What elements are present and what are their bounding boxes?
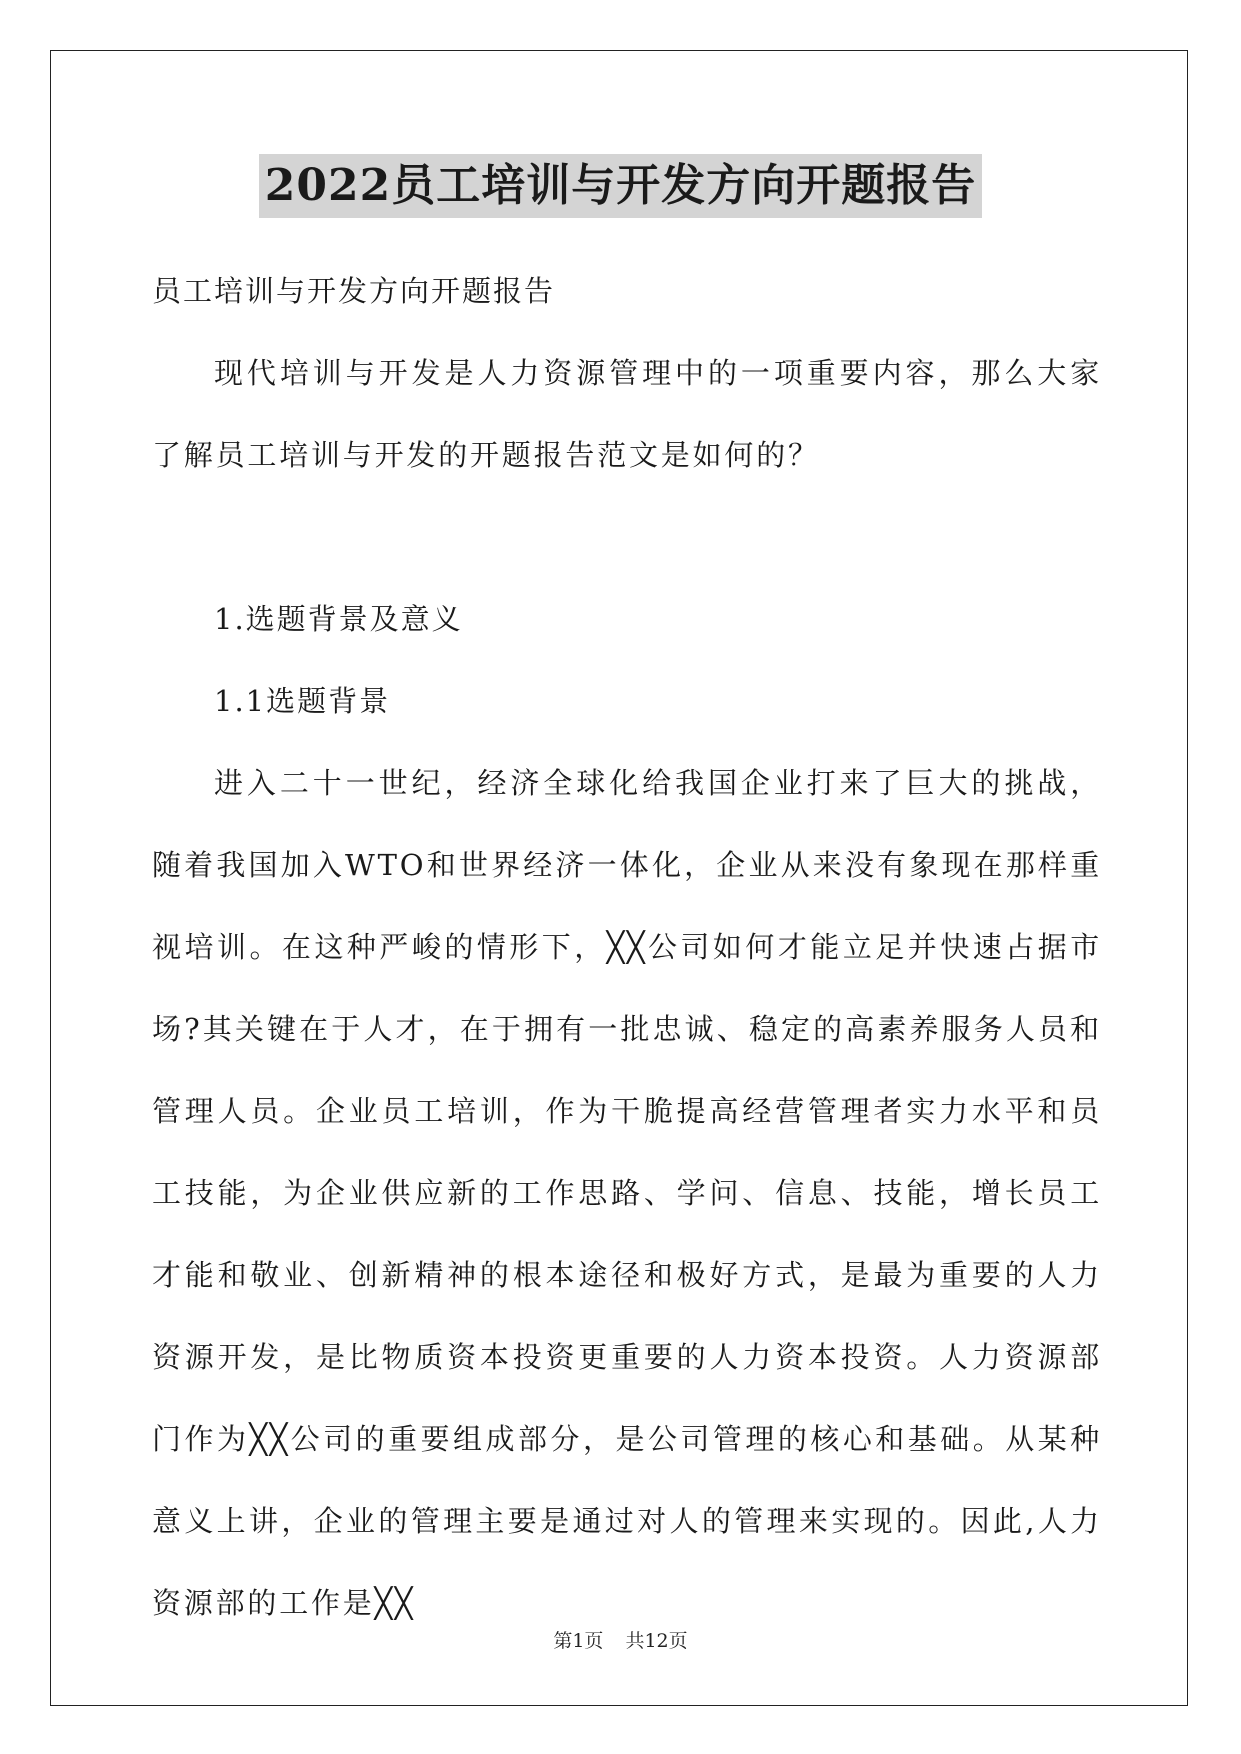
document-title: 2022员工培训与开发方向开题报告 xyxy=(259,154,982,218)
blank-line xyxy=(152,496,1102,578)
title-wrapper xyxy=(0,154,1241,218)
section-heading: 1.选题背景及意义 xyxy=(214,602,463,636)
body-paragraph: 进入二十一世纪，经济全球化给我国企业打来了巨大的挑战，随着我国加入WTO和世界经济一体化，企业从来没有象现在那样重视培训。在这种严峻的情形下，╳╳公司如何才能立足并快速占据市场?其关键在于人才，在于拥有一批忠诚、稳定的高素养服务人员和管理人员。企业员工培训，作为干脆提高经营管理者实力水平和员工技能，为企业供应新的工作思路、学问、信息、技能，增长员工才能和敬业、创新精神的根本途径和极好方式，是最为重要的人力资源开发，是比物质资本投资更重要的人力资本投资。人力资源部门作为╳╳公司的重要组成部分，是公司管理的核心和基础。从某种意义上讲，企业的管理主要是通过对人的管理来实现的。因此,人力资源部的工作是╳╳ xyxy=(152,766,1102,1620)
intro-paragraph: 现代培训与开发是人力资源管理中的一项重要内容，那么大家了解员工培训与开发的开题报告范文是如何的？ xyxy=(152,356,1102,472)
page-number: 第1页 xyxy=(553,1630,604,1652)
subsection-heading: 1.1选题背景 xyxy=(214,684,391,718)
document-body xyxy=(152,250,1102,1644)
page-footer xyxy=(0,1626,1241,1653)
document-subtitle: 员工培训与开发方向开题报告 xyxy=(152,274,556,308)
page-total: 共12页 xyxy=(625,1630,688,1652)
